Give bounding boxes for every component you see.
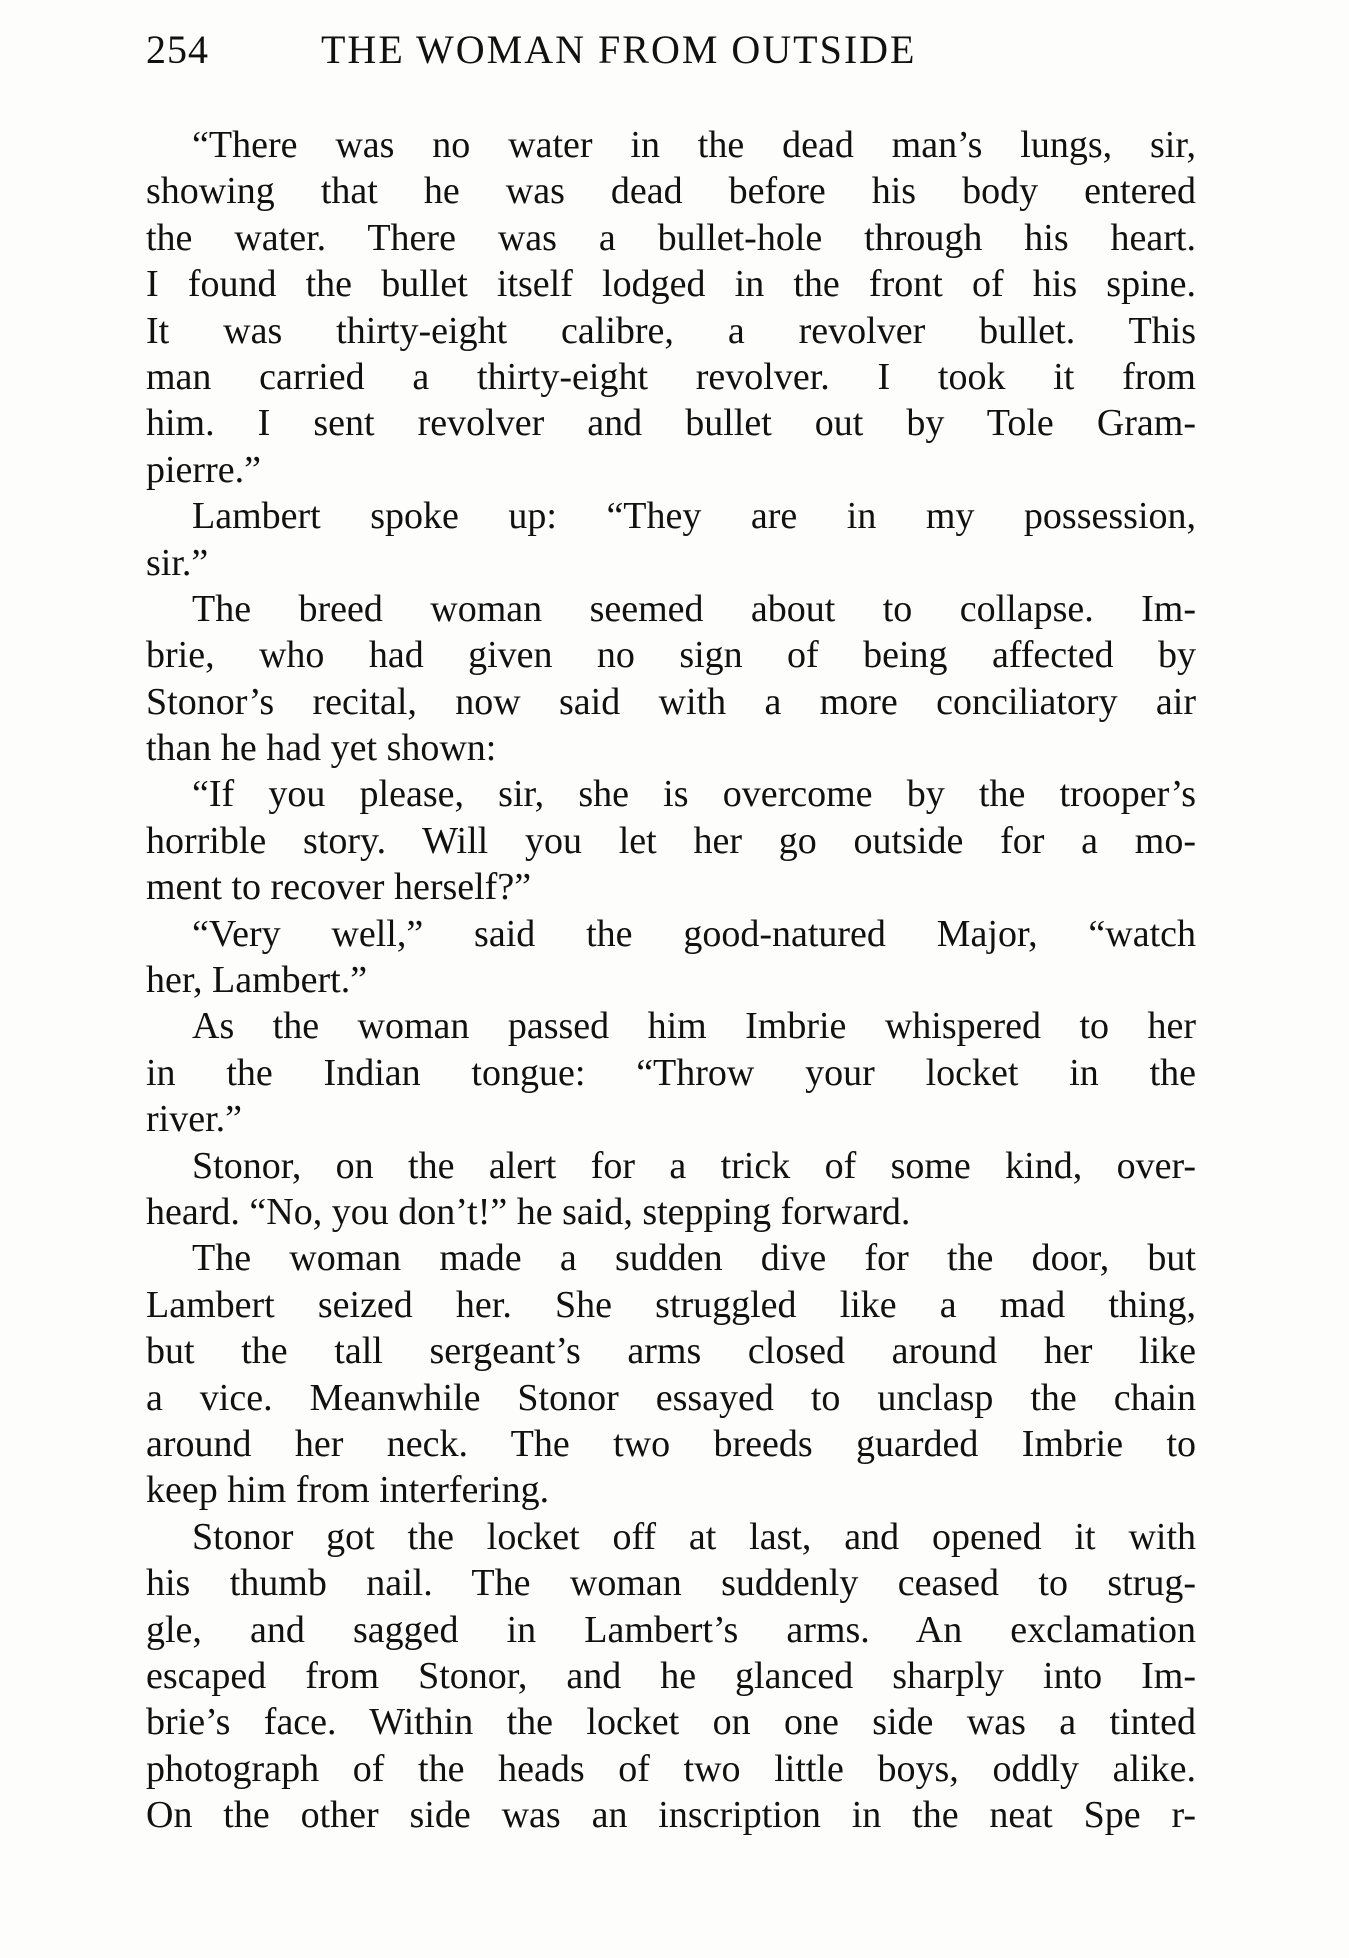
page-number: 254 (146, 27, 209, 72)
body-text (146, 122, 1196, 1838)
text-line: her, Lambert.” (146, 959, 368, 1002)
text-line: horrible story. Will you let her go outside for a mo- (146, 819, 1196, 862)
text-line: a vice. Meanwhile Stonor essayed to unclasp the chain (146, 1376, 1196, 1419)
paragraph (146, 771, 1196, 910)
text-line: It was thirty-eight calibre, a revolver bullet. This (146, 309, 1196, 352)
text-line: Lambert spoke up: “They are in my possession, (192, 495, 1196, 538)
text-line: ment to recover herself?” (146, 866, 532, 909)
text-line: Stonor got the locket off at last, and opened it with (192, 1515, 1196, 1558)
paragraph (146, 586, 1196, 772)
text-line: river.” (146, 1098, 243, 1141)
text-line: man carried a thirty-eight revolver. I took it from (146, 355, 1196, 398)
text-line: escaped from Stonor, and he glanced sharply into Im- (146, 1654, 1196, 1697)
text-line: Stonor, on the alert for a trick of some kind, over- (192, 1144, 1196, 1187)
text-line: The breed woman seemed about to collapse. Im- (192, 587, 1196, 630)
text-line: keep him from interfering. (146, 1469, 550, 1512)
text-line: sir.” (146, 541, 209, 584)
paragraph (146, 493, 1196, 586)
text-line: heard. “No, you don’t!” he said, stepping forward. (146, 1190, 911, 1233)
paragraph (146, 122, 1196, 493)
text-line: brie, who had given no sign of being affected by (146, 634, 1196, 677)
text-line: the water. There was a bullet-hole through his heart. (146, 216, 1196, 259)
text-line: photograph of the heads of two little boys, oddly alike. (146, 1747, 1196, 1790)
text-line: but the tall sergeant’s arms closed around her like (146, 1330, 1196, 1373)
text-line: Lambert seized her. She struggled like a mad thing, (146, 1283, 1196, 1326)
text-line: I found the bullet itself lodged in the front of his spine. (146, 263, 1196, 306)
text-line: As the woman passed him Imbrie whispered to her (192, 1005, 1196, 1048)
text-line: around her neck. The two breeds guarded Imbrie to (146, 1422, 1196, 1465)
paragraph (146, 911, 1196, 1004)
text-line: “Very well,” said the good-natured Major, “watch (192, 912, 1196, 955)
text-line: The woman made a sudden dive for the door, but (192, 1237, 1196, 1280)
running-title: THE WOMAN FROM OUTSIDE (321, 27, 917, 72)
text-line: showing that he was dead before his body entered (146, 170, 1196, 213)
text-line: brie’s face. Within the locket on one side was a tinted (146, 1701, 1196, 1744)
text-line: “There was no water in the dead man’s lungs, sir, (192, 124, 1196, 166)
paragraph (146, 1003, 1196, 1142)
text-line: “If you please, sir, she is overcome by the trooper’s (192, 773, 1196, 816)
text-line: his thumb nail. The woman suddenly ceased to strug- (146, 1562, 1196, 1605)
text-line: pierre.” (146, 448, 261, 491)
paragraph (146, 1235, 1196, 1513)
text-line: than he had yet shown: (146, 727, 497, 770)
text-line: Stonor’s recital, now said with a more conciliatory air (146, 680, 1196, 723)
paragraph (146, 1143, 1196, 1236)
text-line: him. I sent revolver and bullet out by Tole Gram- (146, 402, 1196, 445)
page-header (146, 20, 1206, 80)
text-line: in the Indian tongue: “Throw your locket in the (146, 1051, 1196, 1094)
text-line: On the other side was an inscription in the neat Spe r- (146, 1794, 1196, 1837)
paragraph (146, 1514, 1196, 1839)
text-line: gle, and sagged in Lambert’s arms. An exclamation (146, 1608, 1196, 1651)
